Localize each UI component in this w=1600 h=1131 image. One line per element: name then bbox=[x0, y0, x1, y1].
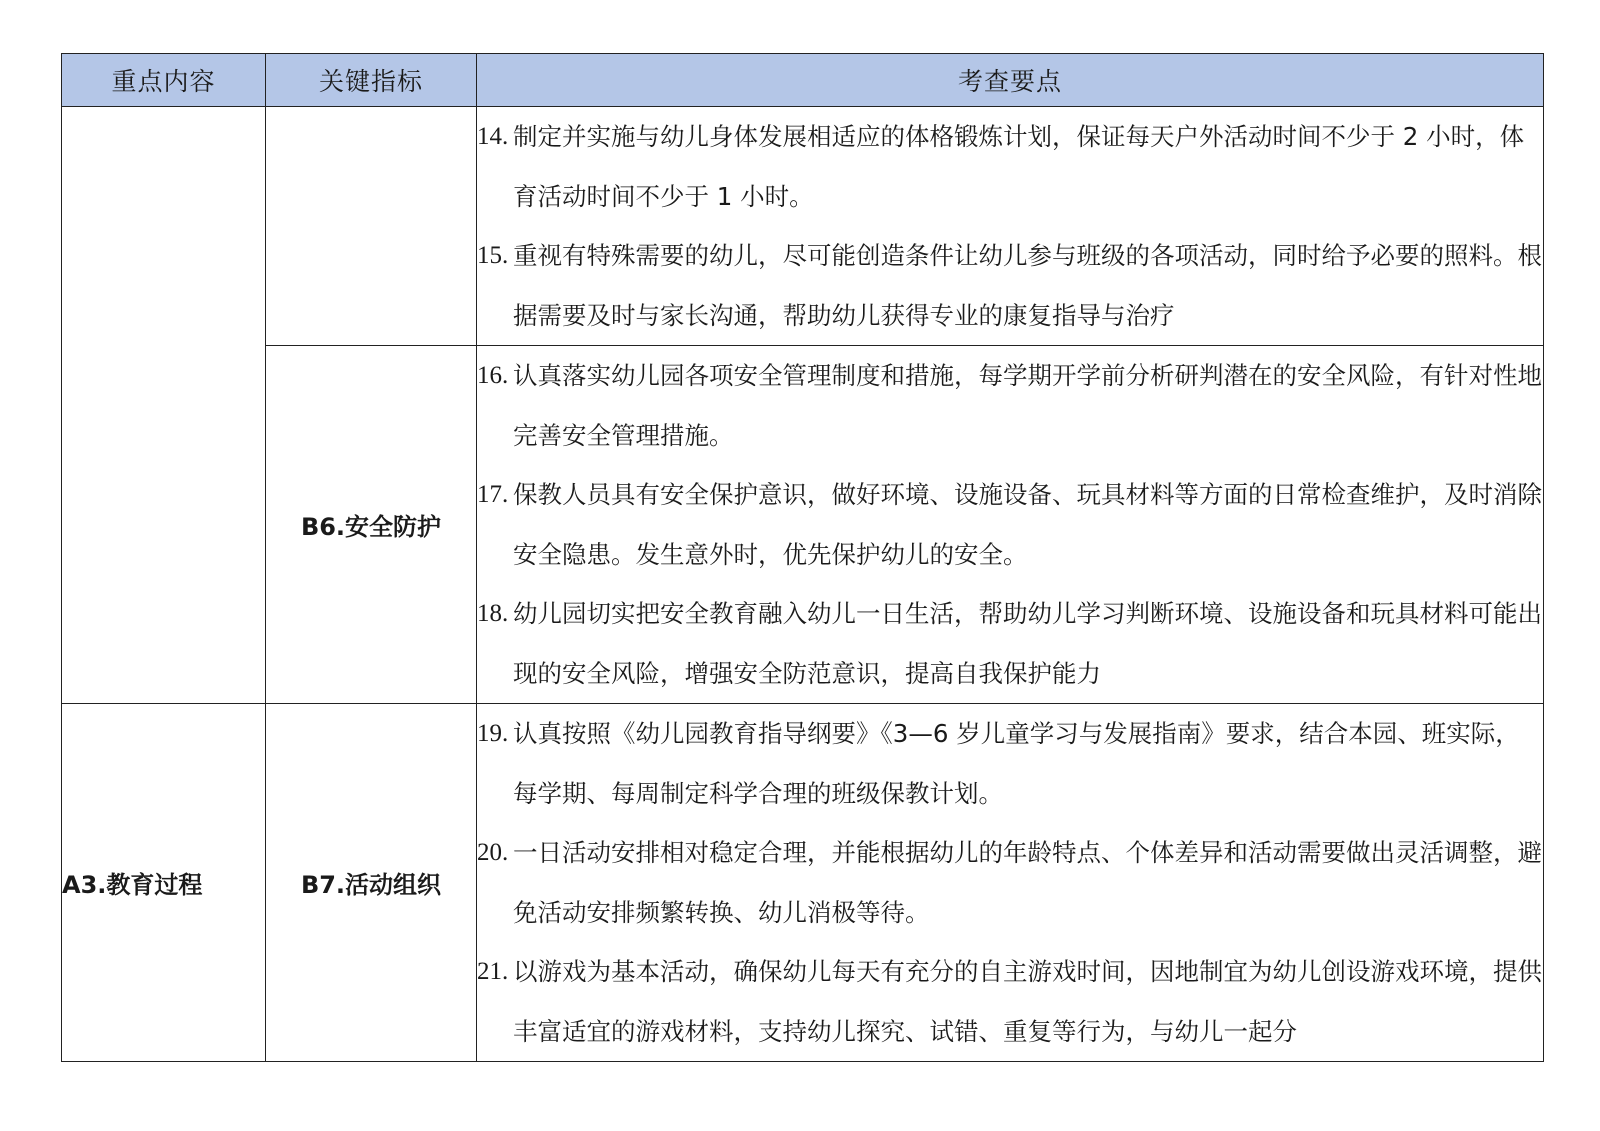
indicator-cell: B6.安全防护 bbox=[266, 346, 477, 704]
indicator-cell: B7.活动组织 bbox=[266, 704, 477, 1062]
key-content-cell: A3.教育过程 bbox=[62, 704, 266, 1062]
item-number: 16. bbox=[477, 362, 509, 389]
item-text: 幼儿园切实把安全教育融入幼儿一日生活，帮助幼儿学习判断环境、设施设备和玩具材料可能出现的安全风险，增强安全防范意识，提高自我保护能力 bbox=[513, 599, 1542, 688]
list-item bbox=[477, 823, 1543, 942]
list-item bbox=[477, 942, 1543, 1061]
item-number: 17. bbox=[477, 481, 509, 508]
item-text: 制定并实施与幼儿身体发展相适应的体格锻炼计划，保证每天户外活动时间不少于 2 小时，体育活动时间不少于 1 小时。 bbox=[513, 122, 1525, 211]
item-text: 认真按照《幼儿园教育指导纲要》《3—6 岁儿童学习与发展指南》要求，结合本园、班实际，每学期、每周制定科学合理的班级保教计划。 bbox=[513, 719, 1520, 808]
indicator-cell bbox=[266, 107, 477, 346]
header-row bbox=[62, 54, 1544, 107]
item-number: 19. bbox=[477, 720, 509, 747]
list-item bbox=[477, 107, 1543, 226]
item-text: 认真落实幼儿园各项安全管理制度和措施，每学期开学前分析研判潜在的安全风险，有针对性地完善安全管理措施。 bbox=[513, 361, 1542, 450]
list-item bbox=[477, 704, 1543, 823]
item-number: 18. bbox=[477, 600, 509, 627]
list-item bbox=[477, 465, 1543, 584]
table-row bbox=[62, 107, 1544, 346]
header-check-points: 考查要点 bbox=[477, 54, 1544, 107]
item-number: 21. bbox=[477, 958, 509, 985]
item-text: 重视有特殊需要的幼儿，尽可能创造条件让幼儿参与班级的各项活动，同时给予必要的照料。根据需要及时与家长沟通，帮助幼儿获得专业的康复指导与治疗 bbox=[513, 241, 1542, 330]
table-row bbox=[62, 346, 1544, 704]
check-points-cell bbox=[477, 704, 1544, 1062]
list-item bbox=[477, 584, 1543, 703]
table-row bbox=[62, 704, 1544, 1062]
header-key-content: 重点内容 bbox=[62, 54, 266, 107]
item-text: 一日活动安排相对稳定合理，并能根据幼儿的年龄特点、个体差异和活动需要做出灵活调整，避免活动安排频繁转换、幼儿消极等待。 bbox=[513, 838, 1542, 927]
list-item bbox=[477, 346, 1543, 465]
header-key-indicator: 关键指标 bbox=[266, 54, 477, 107]
item-number: 15. bbox=[477, 242, 509, 269]
check-points-cell bbox=[477, 346, 1544, 704]
list-item bbox=[477, 226, 1543, 345]
evaluation-table bbox=[61, 53, 1544, 1062]
item-text: 以游戏为基本活动，确保幼儿每天有充分的自主游戏时间，因地制宜为幼儿创设游戏环境，提供丰富适宜的游戏材料，支持幼儿探究、试错、重复等行为，与幼儿一起分 bbox=[513, 957, 1542, 1046]
item-number: 14. bbox=[477, 123, 509, 150]
item-number: 20. bbox=[477, 839, 509, 866]
key-content-cell bbox=[62, 107, 266, 704]
item-text: 保教人员具有安全保护意识，做好环境、设施设备、玩具材料等方面的日常检查维护，及时消除安全隐患。发生意外时，优先保护幼儿的安全。 bbox=[513, 480, 1542, 569]
check-points-cell bbox=[477, 107, 1544, 346]
